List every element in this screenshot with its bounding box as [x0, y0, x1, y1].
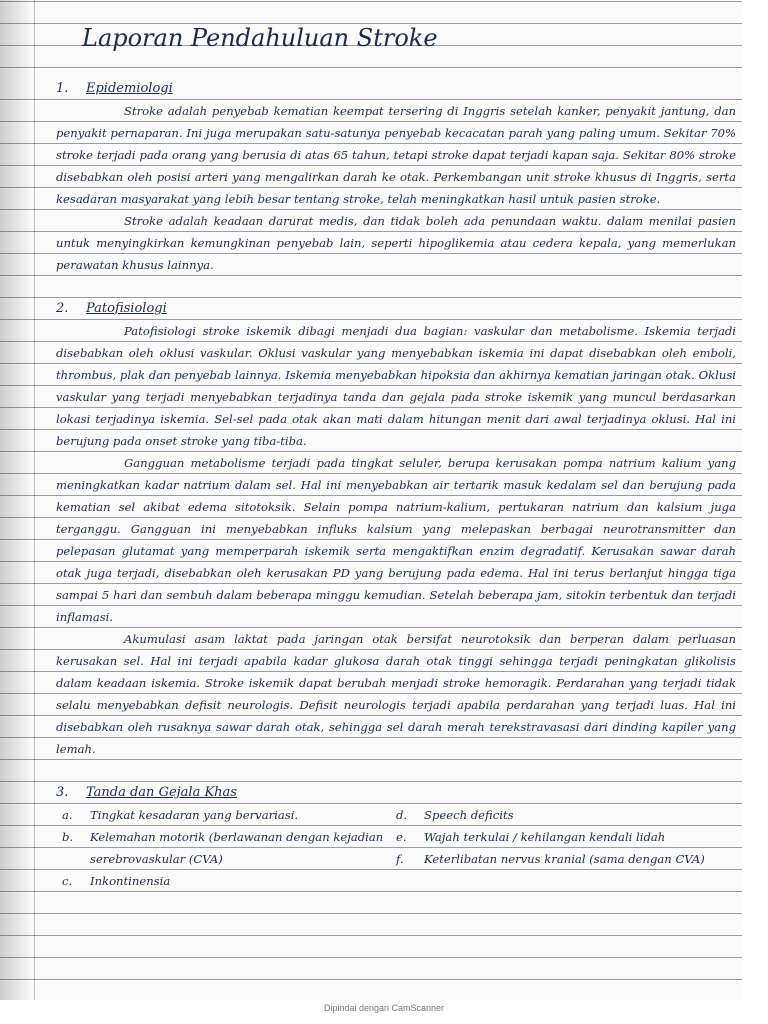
list-text: Wajah terkulai / kehilangan kendali lidah [424, 830, 666, 844]
section-number: 2. [56, 301, 69, 316]
list-item [390, 804, 730, 826]
paragraph: Akumulasi asam laktat pada jaringan otak bersifat neurotoksik dan berperan dalam perluasan kerusakan sel. Hal ini terjadi apabila kadar glukosa darah otak tinggi sehingga terjadi peningkatan glikolisis dalam keadaan iskemia. Stroke iskemik dapat berubah menjadi stroke hemoragik. Perdarahan yang terjadi tidak selalu menyebabkan defisit neurologis. Defisit neurologis terjadi apabila perdarahan yang terjadi luas. Hal ini disebabkan oleh rusaknya sawar darah otak, sehingga sel darah merah terekstravasasi dari dinding kapiler yang lemah. [56, 632, 736, 756]
section-title: Patofisiologi [86, 301, 167, 316]
symptom-list-left [56, 804, 386, 892]
list-item [390, 826, 730, 848]
page-edge-shadow [0, 0, 32, 1000]
list-item [56, 826, 386, 870]
list-text: Tingkat kesadaran yang bervariasi. [90, 808, 299, 822]
section-number: 3. [56, 785, 69, 800]
list-item [56, 804, 386, 826]
list-letter: d. [396, 808, 408, 822]
document-body [56, 78, 736, 892]
list-text: Inkontinensia [90, 874, 171, 888]
symptom-list-right [390, 804, 730, 892]
list-item [56, 870, 386, 892]
list-text: Kelemahan motorik (berlawanan dengan kejadian serebrovaskular (CVA) [90, 830, 384, 866]
margin-line [34, 0, 35, 1000]
section-number: 1. [56, 81, 69, 96]
list-letter: b. [62, 830, 74, 844]
section-title: Epidemiologi [86, 81, 173, 96]
list-text: Speech deficits [424, 808, 514, 822]
blank-line [56, 276, 736, 298]
list-text: Keterlibatan nervus kranial (sama dengan CVA) [424, 852, 705, 866]
document-title: Laporan Pendahuluan Stroke [82, 24, 438, 52]
scanner-watermark: Dipindai dengan CamScanner [323, 1003, 445, 1013]
section-heading-patofisiologi [56, 298, 736, 320]
section-heading-tanda-gejala [56, 782, 736, 804]
list-letter: a. [62, 808, 73, 822]
list-letter: e. [396, 830, 407, 844]
paragraph: Gangguan metabolisme terjadi pada tingkat seluler, berupa kerusakan pompa natrium kalium yang meningkatkan kadar natrium dalam sel. Hal ini menyebabkan air tertarik masuk kedalam sel dan berujung pada kematian sel akibat edema sitotoksik. Selain pompa natrium-kalium, pertukaran natrium dan kalsium juga terganggu. Gangguan ini menyebabkan influks kalsium yang melepaskan berbagai neurotransmitter dan pelepasan glutamat yang memperparah iskemik serta mengaktifkan enzim degradatif. Kerusakan sawar darah otak juga terjadi, disebabkan oleh kerusakan PD yang berujung pada edema. Hal ini terus berlanjut hingga tiga sampai 5 hari dan sembuh dalam beberapa minggu kemudian. Setelah beberapa jam, sitokin terbentuk dan terjadi inflamasi. [56, 456, 736, 624]
paragraph: Stroke adalah keadaan darurat medis, dan tidak boleh ada penundaan waktu. dalam menilai pasien untuk menyingkirkan kemungkinan penyebab lain, seperti hipoglikemia atau cedera kepala, yang memerlukan perawatan khusus lainnya. [56, 214, 736, 272]
list-item [390, 848, 730, 870]
list-letter: f. [396, 852, 404, 866]
section-title: Tanda dan Gejala Khas [86, 785, 237, 800]
symptom-list [56, 804, 736, 892]
blank-line [56, 760, 736, 782]
paragraph: Patofisiologi stroke iskemik dibagi menjadi dua bagian: vaskular dan metabolisme. Iskemia terjadi disebabkan oleh oklusi vaskular. Oklusi vaskular yang menyebabkan iskemia ini dapat disebabkan oleh emboli, thrombus, plak dan penyebab lainnya. Iskemia menyebabkan hipoksia dan akhirnya kematian jaringan otak. Oklusi vaskular yang terjadi menyebabkan terjadinya tanda dan gejala pada stroke iskemik yang muncul berdasarkan lokasi terjadinya iskemia. Sel-sel pada otak akan mati dalam hitungan menit dari awal terjadinya oklusi. Hal ini berujung pada onset stroke yang tiba-tiba. [56, 324, 736, 448]
paragraph: Stroke adalah penyebab kematian keempat tersering di Inggris setelah kanker, penyakit jantung, dan penyakit pernaparan. Ini juga merupakan satu-satunya penyebab kecacatan parah yang paling umum. Sekitar 70% stroke terjadi pada orang yang berusia di atas 65 tahun, tetapi stroke dapat terjadi kapan saja. Sekitar 80% stroke disebabkan oleh posisi arteri yang mengalirkan darah ke otak. Perkembangan unit stroke khusus di Inggris, serta kesadaran masyarakat yang lebih besar tentang stroke, telah meningkatkan hasil untuk pasien stroke. [56, 104, 736, 206]
section-heading-epidemiologi [56, 78, 736, 100]
list-letter: c. [62, 874, 73, 888]
